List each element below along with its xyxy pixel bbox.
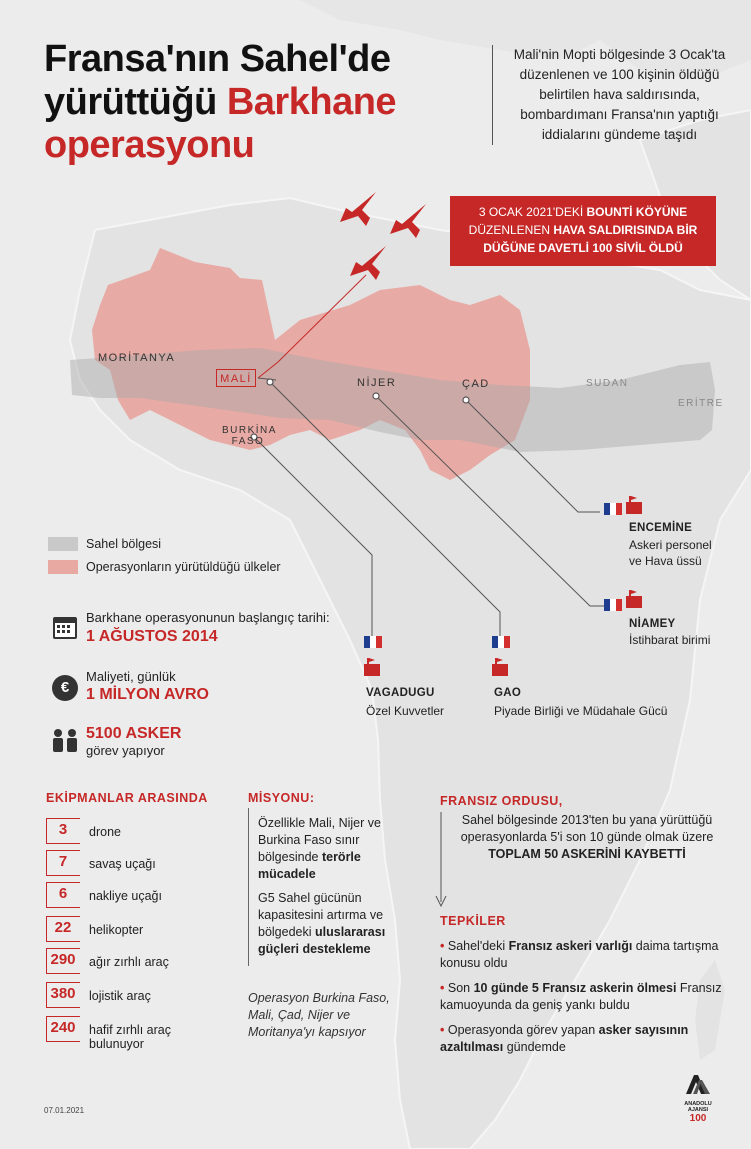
page-title	[44, 38, 484, 167]
label-eritre: ERİTRE	[678, 398, 724, 409]
legend-ops-swatch	[48, 560, 78, 574]
reaction-text-a: Son	[447, 981, 474, 995]
reaction-text-a: Sahel'deki	[447, 939, 509, 953]
calendar-icon	[52, 614, 78, 640]
agency-logo	[676, 1072, 720, 1124]
base-encemine-name: ENCEMİNE	[629, 522, 693, 534]
troops-value: 5100 ASKER	[86, 725, 182, 742]
army-text-b: TOPLAM 50 ASKERİNİ KAYBETTİ	[488, 847, 686, 861]
dot-gao	[267, 379, 273, 385]
equipment-count: 290	[50, 951, 76, 968]
alert-box	[450, 196, 716, 266]
base-vagadugu-name: VAGADUGU	[366, 687, 435, 699]
alert-p1: 3 OCAK 2021'DEKİ	[478, 205, 587, 219]
base-niamey-desc1: İstihbarat birimi	[629, 633, 711, 647]
mission-p2-text: G5 Sahel gücünün kapasitesini artırma ve bölgedeki	[258, 891, 384, 939]
alert-b2: HAVA SALDIRISINDA BİR DÜĞÜNE DAVETLİ 100 SİVİL ÖLDÜ	[483, 223, 698, 255]
equipment-trailing: bulunuyor	[89, 1037, 144, 1051]
flag-niamey	[604, 599, 622, 611]
equipment-label: savaş uçağı	[89, 857, 156, 871]
label-cad: ÇAD	[462, 378, 490, 390]
start-date-value: 1 AĞUSTOS 2014	[86, 628, 218, 645]
start-date-label: Barkhane operasyonunun başlangıç tarihi:	[86, 610, 330, 625]
equipment-count: 7	[58, 853, 68, 870]
equipment-label: hafif zırhlı araç	[89, 1023, 171, 1037]
flag-vagadugu	[364, 636, 382, 648]
alert-b1: BOUNTİ KÖYÜNE	[586, 205, 688, 219]
equipment-heading: EKİPMANLAR ARASINDA	[46, 791, 208, 805]
mission-p1-bold: terörle mücadele	[258, 850, 361, 881]
soldiers-icon	[50, 728, 80, 754]
title-line-2a: yürüttüğü	[44, 81, 227, 123]
base-niamey-name: NİAMEY	[629, 618, 676, 630]
reaction-item	[440, 1022, 730, 1056]
equipment-count: 22	[54, 919, 72, 936]
troops-label: görev yapıyor	[86, 743, 165, 758]
label-mali: MALİ	[216, 369, 256, 387]
reaction-item	[440, 938, 730, 972]
cost-value: 1 MİLYON AVRO	[86, 686, 209, 703]
dot-encemine	[463, 397, 469, 403]
mission-p2	[258, 890, 403, 958]
mission-p1	[258, 815, 403, 883]
coverage-note: Operasyon Burkina Faso, Mali, Çad, Nijer ve Moritanya'yı kapsıyor	[248, 991, 390, 1039]
base-gao-desc1: Piyade Birliği ve Müdahale Gücü	[494, 704, 668, 718]
equipment-label: nakliye uçağı	[89, 889, 162, 903]
agency-anniv: 100	[689, 1113, 707, 1124]
alert-p2: DÜZENLENEN	[468, 223, 554, 237]
label-burkina-1: BURKİNA	[222, 425, 277, 436]
reaction-text-c: daima tartışma konusu oldu	[440, 939, 719, 970]
mission-p2-bold: uluslararası güçleri destekleme	[258, 925, 386, 956]
reaction-text-b: Fransız askeri varlığı	[508, 939, 633, 953]
army-heading: FRANSIZ ORDUSU,	[440, 794, 563, 808]
mission-p1-text: Özellikle Mali, Nijer ve Burkina Faso sınır bölgesinde	[258, 816, 381, 864]
flag-gao	[492, 636, 510, 648]
reaction-text-b: asker sayısının azaltılması	[440, 1023, 689, 1054]
label-moritanya: MORİTANYA	[98, 352, 176, 364]
equipment-count: 6	[58, 885, 68, 902]
equipment-label: lojistik araç	[89, 989, 151, 1003]
mission-heading: MİSYONU:	[248, 791, 315, 805]
title-line-3: operasyonu	[44, 124, 255, 166]
agency-logo-icon	[683, 1072, 713, 1096]
base-gao-name: GAO	[494, 687, 522, 699]
equipment-count: 380	[50, 985, 76, 1002]
bullet-dot: •	[440, 1023, 448, 1037]
dot-niamey	[373, 393, 379, 399]
equipment-label: helikopter	[89, 923, 144, 937]
reactions-heading: TEPKİLER	[440, 914, 506, 928]
title-line-1: Fransa'nın Sahel'de	[44, 38, 391, 80]
equipment-label: drone	[89, 825, 121, 839]
title-line-2	[44, 81, 484, 124]
label-nijer: NİJER	[357, 377, 397, 389]
reaction-text-b: 10 günde 5 Fransız askerin ölmesi	[473, 981, 677, 995]
equipment-count: 240	[50, 1019, 76, 1036]
army-text-a: Sahel bölgesinde 2013'ten bu yana yürüttüğü operasyonlarda 5'i son 10 günde olmak üzere	[460, 813, 714, 844]
base-encemine-desc1: Askeri personel	[629, 538, 712, 552]
legend-sahel-swatch	[48, 537, 78, 551]
flag-encemine	[604, 503, 622, 515]
bullet-dot: •	[440, 981, 448, 995]
label-burkina-2: FASO	[231, 436, 265, 447]
legend-sahel: Sahel bölgesi	[86, 537, 162, 551]
army-text	[452, 812, 722, 863]
reaction-text-c: Fransız kamuoyunda da geniş yankı buldu	[440, 981, 722, 1012]
base-encemine-desc2: ve Hava üssü	[629, 554, 702, 568]
reaction-text-a: Operasyonda görev yapan	[447, 1023, 599, 1037]
euro-icon: €	[52, 675, 78, 701]
legend-ops: Operasyonların yürütüldüğü ülkeler	[86, 560, 281, 574]
cost-label: Maliyeti, günlük	[86, 669, 176, 684]
label-sudan: SUDAN	[586, 378, 629, 389]
footer-date: 07.01.2021	[44, 1106, 85, 1115]
base-vagadugu-desc1: Özel Kuvvetler	[366, 704, 445, 718]
intro-text: Mali'nin Mopti bölgesinde 3 Ocak'ta düzenlenen ve 100 kişinin öldüğü belirtilen hava saldırısında, bombardımanı Fransa'nın yaptığı iddialarını gündeme taşıdı	[492, 45, 732, 145]
reaction-text-c: gündemde	[503, 1040, 566, 1054]
title-line-2b: Barkhane	[226, 81, 397, 123]
label-burkina	[222, 425, 277, 447]
reaction-item	[440, 980, 730, 1014]
equipment-label: ağır zırhlı araç	[89, 955, 169, 969]
agency-name: ANADOLU AJANSI	[684, 1101, 712, 1113]
bullet-dot: •	[440, 939, 448, 953]
equipment-count: 3	[58, 821, 68, 838]
mission-divider	[248, 808, 249, 966]
